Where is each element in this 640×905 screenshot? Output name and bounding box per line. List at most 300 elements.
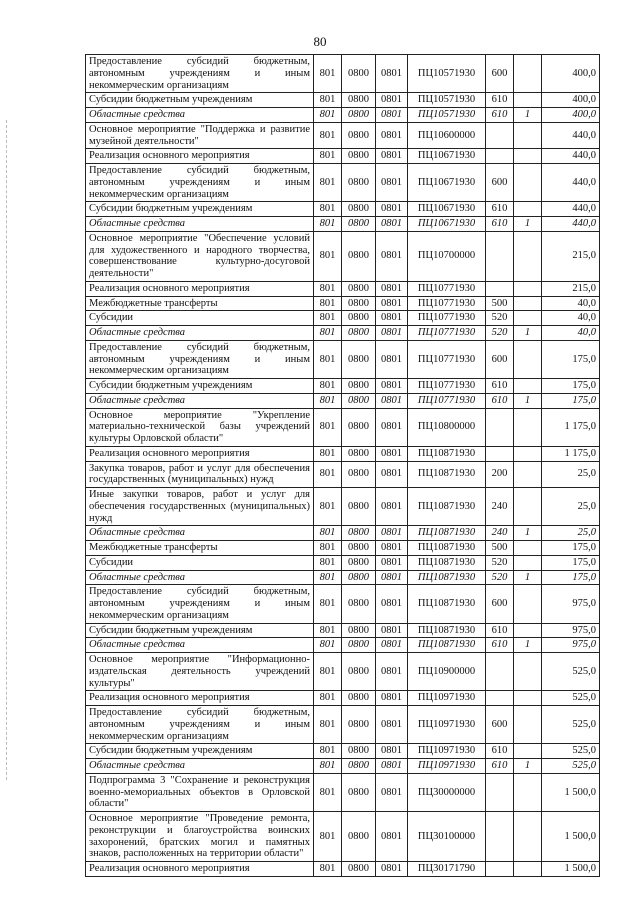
row-amount: 525,0 xyxy=(542,759,600,774)
row-name: Субсидии бюджетным учреждениям xyxy=(86,93,314,108)
row-target-article: ПЦ10671930 xyxy=(408,217,486,232)
row-target-article: ПЦ10600000 xyxy=(408,122,486,149)
row-grbs-code: 801 xyxy=(314,326,342,341)
row-funding-source xyxy=(514,653,542,691)
row-grbs-code: 801 xyxy=(314,446,342,461)
row-name: Субсидии бюджетным учреждениям xyxy=(86,623,314,638)
row-grbs-code: 801 xyxy=(314,231,342,281)
row-expense-type: 520 xyxy=(486,555,514,570)
row-section-code: 0800 xyxy=(342,149,376,164)
row-amount: 175,0 xyxy=(542,555,600,570)
row-name: Предоставление субсидий бюджетным, автономным учреждениям и иным некоммерческим организациям xyxy=(86,706,314,744)
row-amount: 975,0 xyxy=(542,623,600,638)
row-target-article: ПЦ10971930 xyxy=(408,744,486,759)
row-section-code: 0800 xyxy=(342,311,376,326)
row-funding-source xyxy=(514,812,542,862)
row-amount: 400,0 xyxy=(542,55,600,93)
row-subsection-code: 0801 xyxy=(376,691,408,706)
table-row xyxy=(86,862,600,877)
row-expense-type xyxy=(486,149,514,164)
row-funding-source xyxy=(514,311,542,326)
table-row xyxy=(86,281,600,296)
row-funding-source xyxy=(514,122,542,149)
row-subsection-code: 0801 xyxy=(376,638,408,653)
row-expense-type: 520 xyxy=(486,570,514,585)
row-expense-type: 240 xyxy=(486,526,514,541)
row-amount: 175,0 xyxy=(542,570,600,585)
row-expense-type: 500 xyxy=(486,541,514,556)
table-row xyxy=(86,296,600,311)
table-row xyxy=(86,379,600,394)
row-name: Областные средства xyxy=(86,326,314,341)
row-name: Закупка товаров, работ и услуг для обеспечения государственных (муниципальных) нужд xyxy=(86,461,314,488)
row-name: Межбюджетные трансферты xyxy=(86,541,314,556)
row-section-code: 0800 xyxy=(342,541,376,556)
row-amount: 40,0 xyxy=(542,311,600,326)
row-funding-source xyxy=(514,862,542,877)
row-amount: 175,0 xyxy=(542,340,600,378)
row-grbs-code: 801 xyxy=(314,653,342,691)
table-row xyxy=(86,773,600,811)
row-amount: 25,0 xyxy=(542,526,600,541)
row-expense-type: 200 xyxy=(486,461,514,488)
row-funding-source xyxy=(514,541,542,556)
row-funding-source xyxy=(514,93,542,108)
row-name: Реализация основного мероприятия xyxy=(86,691,314,706)
row-subsection-code: 0801 xyxy=(376,706,408,744)
row-name: Предоставление субсидий бюджетным, автономным учреждениям и иным некоммерческим организациям xyxy=(86,340,314,378)
row-name: Областные средства xyxy=(86,759,314,774)
row-subsection-code: 0801 xyxy=(376,759,408,774)
row-name: Реализация основного мероприятия xyxy=(86,446,314,461)
row-expense-type: 500 xyxy=(486,296,514,311)
row-expense-type xyxy=(486,773,514,811)
row-section-code: 0800 xyxy=(342,555,376,570)
row-funding-source xyxy=(514,55,542,93)
row-funding-source: 1 xyxy=(514,638,542,653)
row-grbs-code: 801 xyxy=(314,281,342,296)
row-target-article: ПЦ10871930 xyxy=(408,638,486,653)
table-row xyxy=(86,706,600,744)
row-subsection-code: 0801 xyxy=(376,541,408,556)
row-amount: 1 500,0 xyxy=(542,812,600,862)
row-amount: 175,0 xyxy=(542,393,600,408)
row-funding-source xyxy=(514,773,542,811)
row-funding-source xyxy=(514,231,542,281)
table-row xyxy=(86,488,600,526)
table-row xyxy=(86,149,600,164)
row-grbs-code: 801 xyxy=(314,585,342,623)
row-name: Основное мероприятие "Обеспечение условий для художественного и народного творчества, совершенствование культурно-досуговой деятельности" xyxy=(86,231,314,281)
row-subsection-code: 0801 xyxy=(376,231,408,281)
row-expense-type: 600 xyxy=(486,164,514,202)
row-expense-type: 600 xyxy=(486,706,514,744)
scan-margin-line xyxy=(6,120,8,780)
table-row xyxy=(86,326,600,341)
row-section-code: 0800 xyxy=(342,446,376,461)
row-target-article: ПЦ10871930 xyxy=(408,623,486,638)
row-grbs-code: 801 xyxy=(314,623,342,638)
row-target-article: ПЦ10971930 xyxy=(408,706,486,744)
row-section-code: 0800 xyxy=(342,202,376,217)
row-name: Субсидии бюджетным учреждениям xyxy=(86,202,314,217)
row-amount: 215,0 xyxy=(542,231,600,281)
row-grbs-code: 801 xyxy=(314,744,342,759)
row-funding-source xyxy=(514,340,542,378)
row-subsection-code: 0801 xyxy=(376,281,408,296)
row-subsection-code: 0801 xyxy=(376,461,408,488)
row-expense-type: 610 xyxy=(486,623,514,638)
row-grbs-code: 801 xyxy=(314,340,342,378)
row-name: Основное мероприятие "Проведение ремонта, реконструкции и благоустройства воинских захоронений, братских могил и памятных знаков, расположенных на территории области" xyxy=(86,812,314,862)
row-grbs-code: 801 xyxy=(314,393,342,408)
row-target-article: ПЦ10700000 xyxy=(408,231,486,281)
row-amount: 1 500,0 xyxy=(542,862,600,877)
row-section-code: 0800 xyxy=(342,217,376,232)
row-amount: 1 175,0 xyxy=(542,446,600,461)
row-funding-source: 1 xyxy=(514,393,542,408)
row-subsection-code: 0801 xyxy=(376,55,408,93)
row-grbs-code: 801 xyxy=(314,541,342,556)
row-name: Предоставление субсидий бюджетным, автономным учреждениям и иным некоммерческим организациям xyxy=(86,585,314,623)
row-expense-type: 610 xyxy=(486,393,514,408)
row-section-code: 0800 xyxy=(342,623,376,638)
row-section-code: 0800 xyxy=(342,461,376,488)
row-subsection-code: 0801 xyxy=(376,744,408,759)
row-funding-source xyxy=(514,446,542,461)
row-amount: 975,0 xyxy=(542,638,600,653)
row-subsection-code: 0801 xyxy=(376,488,408,526)
row-subsection-code: 0801 xyxy=(376,393,408,408)
row-expense-type: 600 xyxy=(486,55,514,93)
table-row xyxy=(86,108,600,123)
row-section-code: 0800 xyxy=(342,862,376,877)
row-funding-source: 1 xyxy=(514,326,542,341)
row-expense-type: 520 xyxy=(486,326,514,341)
row-expense-type xyxy=(486,122,514,149)
row-section-code: 0800 xyxy=(342,759,376,774)
row-subsection-code: 0801 xyxy=(376,773,408,811)
table-row xyxy=(86,393,600,408)
row-name: Областные средства xyxy=(86,526,314,541)
table-row xyxy=(86,585,600,623)
table-row xyxy=(86,408,600,446)
row-amount: 40,0 xyxy=(542,326,600,341)
row-funding-source xyxy=(514,555,542,570)
row-expense-type: 610 xyxy=(486,759,514,774)
row-grbs-code: 801 xyxy=(314,202,342,217)
row-amount: 440,0 xyxy=(542,202,600,217)
row-subsection-code: 0801 xyxy=(376,340,408,378)
row-target-article: ПЦ30000000 xyxy=(408,773,486,811)
row-subsection-code: 0801 xyxy=(376,296,408,311)
row-grbs-code: 801 xyxy=(314,164,342,202)
table-row xyxy=(86,555,600,570)
row-grbs-code: 801 xyxy=(314,638,342,653)
row-subsection-code: 0801 xyxy=(376,623,408,638)
table-row xyxy=(86,570,600,585)
row-section-code: 0800 xyxy=(342,164,376,202)
row-grbs-code: 801 xyxy=(314,570,342,585)
row-target-article: ПЦ10571930 xyxy=(408,108,486,123)
table-row xyxy=(86,691,600,706)
row-target-article: ПЦ10771930 xyxy=(408,311,486,326)
row-grbs-code: 801 xyxy=(314,488,342,526)
row-amount: 440,0 xyxy=(542,217,600,232)
row-grbs-code: 801 xyxy=(314,122,342,149)
row-funding-source xyxy=(514,461,542,488)
row-subsection-code: 0801 xyxy=(376,164,408,202)
page-number: 80 xyxy=(313,34,327,49)
row-amount: 440,0 xyxy=(542,122,600,149)
row-name: Основное мероприятие "Укрепление материально-технической базы учреждений культуры Орловской области" xyxy=(86,408,314,446)
row-target-article: ПЦ10771930 xyxy=(408,326,486,341)
row-subsection-code: 0801 xyxy=(376,149,408,164)
row-section-code: 0800 xyxy=(342,526,376,541)
row-grbs-code: 801 xyxy=(314,862,342,877)
row-subsection-code: 0801 xyxy=(376,217,408,232)
row-amount: 40,0 xyxy=(542,296,600,311)
row-subsection-code: 0801 xyxy=(376,408,408,446)
row-grbs-code: 801 xyxy=(314,379,342,394)
row-funding-source xyxy=(514,164,542,202)
row-amount: 1 500,0 xyxy=(542,773,600,811)
row-grbs-code: 801 xyxy=(314,461,342,488)
row-subsection-code: 0801 xyxy=(376,585,408,623)
row-target-article: ПЦ10800000 xyxy=(408,408,486,446)
row-expense-type xyxy=(486,812,514,862)
row-amount: 525,0 xyxy=(542,653,600,691)
row-amount: 525,0 xyxy=(542,744,600,759)
row-expense-type: 600 xyxy=(486,585,514,623)
row-amount: 975,0 xyxy=(542,585,600,623)
row-target-article: ПЦ10871930 xyxy=(408,526,486,541)
row-expense-type: 610 xyxy=(486,744,514,759)
row-amount: 400,0 xyxy=(542,93,600,108)
table-row xyxy=(86,812,600,862)
row-section-code: 0800 xyxy=(342,408,376,446)
row-expense-type: 610 xyxy=(486,108,514,123)
table-row xyxy=(86,217,600,232)
row-amount: 25,0 xyxy=(542,488,600,526)
row-name: Областные средства xyxy=(86,638,314,653)
row-amount: 525,0 xyxy=(542,706,600,744)
row-target-article: ПЦ10971930 xyxy=(408,691,486,706)
row-target-article: ПЦ10571930 xyxy=(408,55,486,93)
row-target-article: ПЦ10771930 xyxy=(408,340,486,378)
row-target-article: ПЦ10871930 xyxy=(408,541,486,556)
row-expense-type xyxy=(486,691,514,706)
row-name: Предоставление субсидий бюджетным, автономным учреждениям и иным некоммерческим организациям xyxy=(86,164,314,202)
budget-table-body xyxy=(86,55,600,877)
row-name: Реализация основного мероприятия xyxy=(86,149,314,164)
row-funding-source xyxy=(514,149,542,164)
row-amount: 175,0 xyxy=(542,379,600,394)
row-funding-source xyxy=(514,585,542,623)
row-section-code: 0800 xyxy=(342,653,376,691)
table-row xyxy=(86,231,600,281)
row-section-code: 0800 xyxy=(342,55,376,93)
row-grbs-code: 801 xyxy=(314,149,342,164)
row-name: Основное мероприятие "Поддержка и развитие музейной деятельности" xyxy=(86,122,314,149)
row-amount: 440,0 xyxy=(542,164,600,202)
row-target-article: ПЦ10871930 xyxy=(408,488,486,526)
row-target-article: ПЦ30171790 xyxy=(408,862,486,877)
row-expense-type xyxy=(486,653,514,691)
row-target-article: ПЦ10771930 xyxy=(408,393,486,408)
row-target-article: ПЦ10871930 xyxy=(408,555,486,570)
row-section-code: 0800 xyxy=(342,706,376,744)
row-subsection-code: 0801 xyxy=(376,326,408,341)
row-name: Межбюджетные трансферты xyxy=(86,296,314,311)
row-expense-type xyxy=(486,862,514,877)
row-expense-type xyxy=(486,281,514,296)
row-section-code: 0800 xyxy=(342,340,376,378)
row-target-article: ПЦ10671930 xyxy=(408,149,486,164)
row-section-code: 0800 xyxy=(342,812,376,862)
row-subsection-code: 0801 xyxy=(376,812,408,862)
row-section-code: 0800 xyxy=(342,326,376,341)
row-target-article: ПЦ10971930 xyxy=(408,759,486,774)
row-target-article: ПЦ10571930 xyxy=(408,93,486,108)
row-funding-source xyxy=(514,706,542,744)
row-target-article: ПЦ10671930 xyxy=(408,164,486,202)
row-name: Областные средства xyxy=(86,393,314,408)
row-subsection-code: 0801 xyxy=(376,93,408,108)
table-row xyxy=(86,461,600,488)
row-funding-source: 1 xyxy=(514,217,542,232)
table-row xyxy=(86,340,600,378)
row-expense-type: 610 xyxy=(486,379,514,394)
row-grbs-code: 801 xyxy=(314,706,342,744)
row-section-code: 0800 xyxy=(342,744,376,759)
row-amount: 215,0 xyxy=(542,281,600,296)
row-funding-source xyxy=(514,623,542,638)
row-target-article: ПЦ10671930 xyxy=(408,202,486,217)
table-row xyxy=(86,311,600,326)
row-target-article: ПЦ10771930 xyxy=(408,281,486,296)
table-row xyxy=(86,638,600,653)
row-grbs-code: 801 xyxy=(314,691,342,706)
row-funding-source: 1 xyxy=(514,108,542,123)
row-target-article: ПЦ10871930 xyxy=(408,585,486,623)
table-row xyxy=(86,164,600,202)
row-expense-type: 600 xyxy=(486,340,514,378)
table-row xyxy=(86,541,600,556)
row-funding-source xyxy=(514,379,542,394)
row-name: Подпрограмма 3 "Сохранение и реконструкция военно-мемориальных объектов в Орловской области" xyxy=(86,773,314,811)
row-grbs-code: 801 xyxy=(314,108,342,123)
row-amount: 400,0 xyxy=(542,108,600,123)
row-name: Субсидии xyxy=(86,555,314,570)
row-amount: 175,0 xyxy=(542,541,600,556)
row-amount: 1 175,0 xyxy=(542,408,600,446)
row-funding-source xyxy=(514,281,542,296)
row-grbs-code: 801 xyxy=(314,812,342,862)
row-amount: 440,0 xyxy=(542,149,600,164)
table-row xyxy=(86,93,600,108)
row-section-code: 0800 xyxy=(342,122,376,149)
row-grbs-code: 801 xyxy=(314,759,342,774)
row-name: Реализация основного мероприятия xyxy=(86,862,314,877)
row-name: Субсидии xyxy=(86,311,314,326)
row-expense-type xyxy=(486,231,514,281)
row-grbs-code: 801 xyxy=(314,217,342,232)
row-subsection-code: 0801 xyxy=(376,555,408,570)
row-target-article: ПЦ10900000 xyxy=(408,653,486,691)
row-expense-type xyxy=(486,446,514,461)
row-name: Предоставление субсидий бюджетным, автономным учреждениям и иным некоммерческим организациям xyxy=(86,55,314,93)
row-section-code: 0800 xyxy=(342,379,376,394)
row-subsection-code: 0801 xyxy=(376,446,408,461)
row-name: Субсидии бюджетным учреждениям xyxy=(86,379,314,394)
row-subsection-code: 0801 xyxy=(376,526,408,541)
row-subsection-code: 0801 xyxy=(376,379,408,394)
row-target-article: ПЦ10871930 xyxy=(408,570,486,585)
table-row xyxy=(86,526,600,541)
row-target-article: ПЦ30100000 xyxy=(408,812,486,862)
row-target-article: ПЦ10771930 xyxy=(408,296,486,311)
row-grbs-code: 801 xyxy=(314,773,342,811)
row-section-code: 0800 xyxy=(342,488,376,526)
row-grbs-code: 801 xyxy=(314,311,342,326)
row-section-code: 0800 xyxy=(342,691,376,706)
row-expense-type: 610 xyxy=(486,217,514,232)
row-section-code: 0800 xyxy=(342,108,376,123)
row-funding-source: 1 xyxy=(514,570,542,585)
row-target-article: ПЦ10771930 xyxy=(408,379,486,394)
row-subsection-code: 0801 xyxy=(376,202,408,217)
table-row xyxy=(86,55,600,93)
row-grbs-code: 801 xyxy=(314,93,342,108)
row-section-code: 0800 xyxy=(342,773,376,811)
row-expense-type: 610 xyxy=(486,93,514,108)
row-expense-type: 610 xyxy=(486,638,514,653)
row-expense-type xyxy=(486,408,514,446)
row-name: Областные средства xyxy=(86,108,314,123)
table-row xyxy=(86,623,600,638)
table-row xyxy=(86,653,600,691)
row-section-code: 0800 xyxy=(342,570,376,585)
row-name: Областные средства xyxy=(86,570,314,585)
row-subsection-code: 0801 xyxy=(376,653,408,691)
row-name: Областные средства xyxy=(86,217,314,232)
row-funding-source xyxy=(514,296,542,311)
row-subsection-code: 0801 xyxy=(376,862,408,877)
budget-table xyxy=(85,54,600,877)
row-name: Иные закупки товаров, работ и услуг для обеспечения государственных (муниципальных) нужд xyxy=(86,488,314,526)
row-subsection-code: 0801 xyxy=(376,311,408,326)
row-target-article: ПЦ10871930 xyxy=(408,446,486,461)
row-grbs-code: 801 xyxy=(314,526,342,541)
row-funding-source: 1 xyxy=(514,526,542,541)
row-expense-type: 240 xyxy=(486,488,514,526)
row-expense-type: 520 xyxy=(486,311,514,326)
table-row xyxy=(86,202,600,217)
table-row xyxy=(86,122,600,149)
row-name: Реализация основного мероприятия xyxy=(86,281,314,296)
row-grbs-code: 801 xyxy=(314,55,342,93)
row-funding-source xyxy=(514,691,542,706)
row-subsection-code: 0801 xyxy=(376,570,408,585)
row-name: Субсидии бюджетным учреждениям xyxy=(86,744,314,759)
row-section-code: 0800 xyxy=(342,93,376,108)
row-section-code: 0800 xyxy=(342,638,376,653)
row-subsection-code: 0801 xyxy=(376,108,408,123)
row-section-code: 0800 xyxy=(342,585,376,623)
row-amount: 25,0 xyxy=(542,461,600,488)
row-funding-source xyxy=(514,202,542,217)
